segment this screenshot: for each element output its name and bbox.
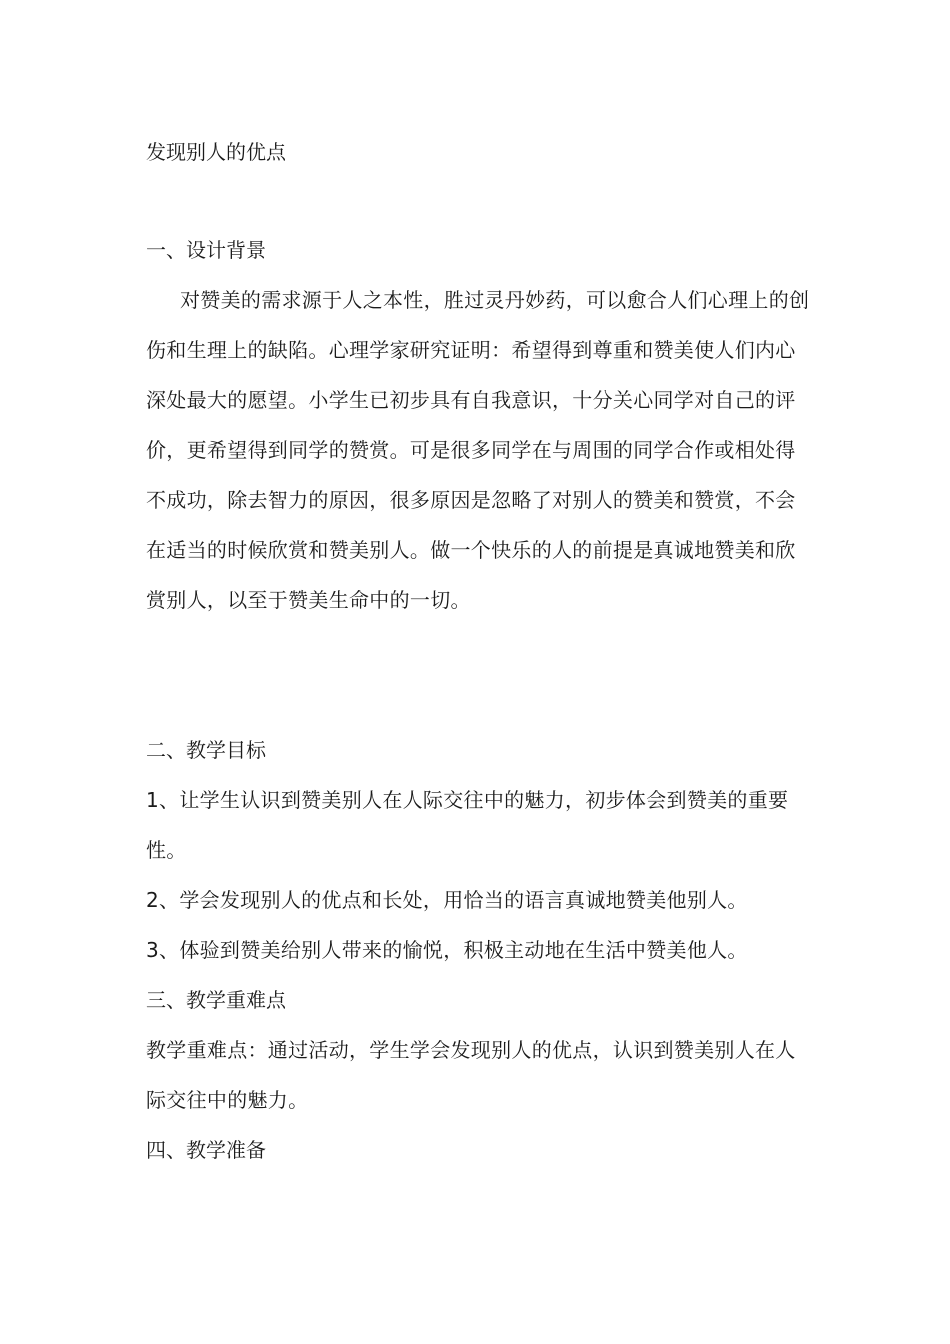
goal-item-2: 2、学会发现别人的优点和长处，用恰当的语言真诚地赞美他别人。 — [146, 888, 748, 912]
goal-item-3: 3、体验到赞美给别人带来的愉悦，积极主动地在生活中赞美他人。 — [146, 938, 748, 962]
key-points-paragraph: 教学重难点：通过活动，学生学会发现别人的优点，认识到赞美别人在人际交往中的魅力。 — [146, 1038, 796, 1112]
background-paragraph: 对赞美的需求源于人之本性，胜过灵丹妙药，可以愈合人们心理上的创伤和生理上的缺陷。心理学家研究证明：希望得到尊重和赞美使人们内心深处最大的愿望。小学生已初步具有自我意识，十分关心同学对自己的评价，更希望得到同学的赞赏。可是很多同学在与周围的同学合作或相处得不成功，除去智力的原因，很多原因是忽略了对别人的赞美和赞赏，不会在适当的时候欣赏和赞美别人。做一个快乐的人的前提是真诚地赞美和欣赏别人，以至于赞美生命中的一切。 — [146, 288, 810, 612]
section-heading-preparation: 四、教学准备 — [146, 1138, 266, 1162]
spacer — [146, 625, 810, 725]
spacer — [146, 177, 810, 225]
section-heading-goals: 二、教学目标 — [146, 738, 266, 762]
document-body — [146, 127, 810, 1175]
goal-item-1: 1、让学生认识到赞美别人在人际交往中的魅力，初步体会到赞美的重要性。 — [146, 788, 789, 862]
section-heading-background: 一、设计背景 — [146, 238, 266, 262]
section-heading-key-points: 三、教学重难点 — [146, 988, 286, 1012]
document-title: 发现别人的优点 — [146, 140, 286, 164]
